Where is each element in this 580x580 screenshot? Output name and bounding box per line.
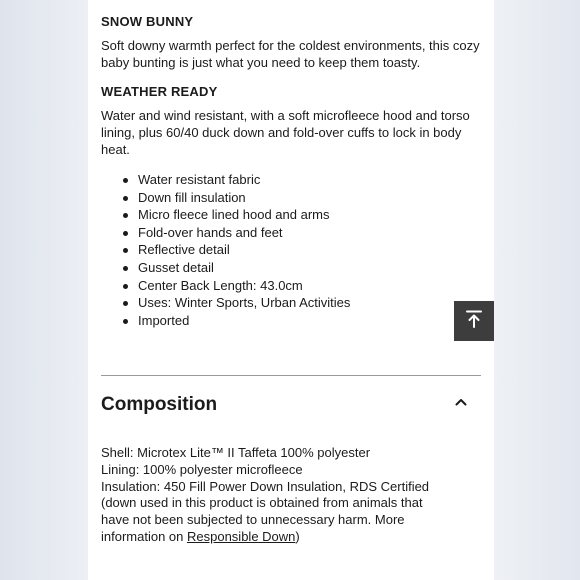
feature-item: Water resistant fabric: [123, 171, 481, 189]
insulation-note-suffix: ): [295, 528, 300, 544]
feature-item: Imported: [123, 312, 481, 330]
composition-insulation-note: (down used in this product is obtained from animals that: [101, 495, 423, 511]
composition-title: Composition: [101, 394, 218, 415]
section-divider: [101, 375, 481, 376]
composition-details: [101, 445, 481, 546]
composition-insulation-note: [101, 529, 481, 546]
chevron-up-icon[interactable]: [453, 394, 469, 410]
composition-lining: Lining: 100% polyester microfleece: [101, 461, 303, 477]
insulation-note-prefix: information on: [101, 528, 187, 544]
background-left: [0, 0, 88, 580]
composition-insulation: Insulation: 450 Fill Power Down Insulation, RDS Certified: [101, 478, 430, 494]
feature-item: Uses: Winter Sports, Urban Activities: [123, 294, 481, 312]
composition-accordion-header[interactable]: [101, 392, 481, 422]
arrow-up-to-line-icon: [465, 309, 483, 334]
feature-item: Center Back Length: 43.0cm: [123, 277, 481, 295]
snow-bunny-text: Soft downy warmth perfect for the coldest environments, this cozy baby bunting is just what you need to keep them toasty.: [101, 38, 480, 70]
feature-item: Down fill insulation: [123, 189, 481, 207]
composition-shell: Shell: Microtex Lite™ II Taffeta 100% polyester: [101, 445, 371, 460]
feature-item: Micro fleece lined hood and arms: [123, 206, 481, 224]
product-details-card: [88, 0, 494, 580]
weather-ready-heading: WEATHER READY: [101, 84, 218, 99]
feature-item: Gusset detail: [123, 259, 481, 277]
feature-item: Fold-over hands and feet: [123, 224, 481, 242]
background-right: [494, 0, 580, 580]
product-description: [101, 14, 481, 329]
responsible-down-link[interactable]: Responsible Down: [187, 528, 296, 544]
feature-list: [101, 171, 481, 329]
weather-ready-text: Water and wind resistant, with a soft microfleece hood and torso lining, plus 60/40 duck down and fold-over cuffs to lock in body heat.: [101, 108, 470, 157]
feature-item: Reflective detail: [123, 241, 481, 259]
composition-insulation-note: have not been subjected to unnecessary harm. More: [101, 512, 405, 528]
back-to-top-button[interactable]: [454, 301, 494, 341]
snow-bunny-heading: SNOW BUNNY: [101, 14, 194, 29]
